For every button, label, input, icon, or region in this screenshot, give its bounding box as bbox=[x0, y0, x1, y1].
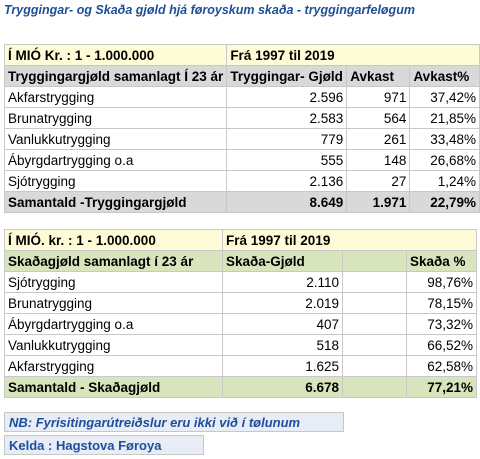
header-category[interactable]: Tryggingargjøld samanlagt Í 23 ár bbox=[5, 66, 227, 87]
claims-pct-cell[interactable]: 73,32% bbox=[407, 314, 477, 335]
table-row bbox=[5, 356, 477, 377]
source-note[interactable]: Kelda : Hagstova Føroya bbox=[4, 435, 204, 455]
category-cell[interactable]: Brunatrygging bbox=[5, 108, 227, 129]
period-cell[interactable]: Frá 1997 til 2019 bbox=[227, 45, 480, 66]
header-premiums[interactable]: Tryggingar- Gjøld bbox=[227, 66, 347, 87]
claims-pct-cell[interactable]: 66,52% bbox=[407, 335, 477, 356]
claims-cell[interactable]: 518 bbox=[223, 335, 343, 356]
total-return-pct[interactable]: 22,79% bbox=[410, 192, 480, 213]
table-row bbox=[5, 293, 477, 314]
header-empty[interactable] bbox=[343, 251, 407, 272]
return-cell[interactable]: 261 bbox=[347, 129, 410, 150]
empty-cell[interactable] bbox=[343, 314, 407, 335]
total-premium[interactable]: 8.649 bbox=[227, 192, 347, 213]
claims-pct-cell[interactable]: 78,15% bbox=[407, 293, 477, 314]
table-row bbox=[5, 314, 477, 335]
claims-cell[interactable]: 2.110 bbox=[223, 272, 343, 293]
table-row bbox=[5, 108, 480, 129]
total-row bbox=[5, 377, 477, 398]
unit-row bbox=[5, 230, 477, 251]
premium-cell[interactable]: 2.583 bbox=[227, 108, 347, 129]
admin-costs-note[interactable]: NB: Fyrisitingarútreiðslur eru ikki við í tølunum bbox=[4, 412, 344, 432]
table-row bbox=[5, 335, 477, 356]
header-return[interactable]: Avkast bbox=[347, 66, 410, 87]
total-empty[interactable] bbox=[343, 377, 407, 398]
empty-cell[interactable] bbox=[343, 272, 407, 293]
return-cell[interactable]: 27 bbox=[347, 171, 410, 192]
premium-cell[interactable]: 555 bbox=[227, 150, 347, 171]
claims-table bbox=[4, 229, 477, 398]
table-row bbox=[5, 171, 480, 192]
claims-cell[interactable]: 1.625 bbox=[223, 356, 343, 377]
return-cell[interactable]: 148 bbox=[347, 150, 410, 171]
return-pct-cell[interactable]: 33,48% bbox=[410, 129, 480, 150]
table-row bbox=[5, 87, 480, 108]
unit-cell[interactable]: Í MIÓ Kr. : 1 - 1.000.000 bbox=[5, 45, 227, 66]
return-pct-cell[interactable]: 21,85% bbox=[410, 108, 480, 129]
header-claims-pct[interactable]: Skaða % bbox=[407, 251, 477, 272]
category-cell[interactable]: Akfarstrygging bbox=[5, 356, 223, 377]
claims-pct-cell[interactable]: 98,76% bbox=[407, 272, 477, 293]
category-cell[interactable]: Ábyrgdartrygging o.a bbox=[5, 314, 223, 335]
table-row bbox=[5, 272, 477, 293]
return-cell[interactable]: 564 bbox=[347, 108, 410, 129]
return-pct-cell[interactable]: 26,68% bbox=[410, 150, 480, 171]
return-pct-cell[interactable]: 1,24% bbox=[410, 171, 480, 192]
premium-cell[interactable]: 2.136 bbox=[227, 171, 347, 192]
period-cell[interactable]: Frá 1997 til 2019 bbox=[223, 230, 477, 251]
total-row bbox=[5, 192, 480, 213]
header-row bbox=[5, 66, 480, 87]
category-cell[interactable]: Sjótrygging bbox=[5, 171, 227, 192]
return-pct-cell[interactable]: 37,42% bbox=[410, 87, 480, 108]
claims-pct-cell[interactable]: 62,58% bbox=[407, 356, 477, 377]
header-return-pct[interactable]: Avkast% bbox=[410, 66, 480, 87]
category-cell[interactable]: Sjótrygging bbox=[5, 272, 223, 293]
return-cell[interactable]: 971 bbox=[347, 87, 410, 108]
unit-row bbox=[5, 45, 480, 66]
header-category[interactable]: Skaðagjøld samanlagt í 23 ár bbox=[5, 251, 223, 272]
table-row bbox=[5, 129, 480, 150]
category-cell[interactable]: Ábyrgdartrygging o.a bbox=[5, 150, 227, 171]
total-label[interactable]: Samantald - Skaðagjøld bbox=[5, 377, 223, 398]
claims-cell[interactable]: 407 bbox=[223, 314, 343, 335]
unit-cell[interactable]: Í MIÓ. kr. : 1 - 1.000.000 bbox=[5, 230, 223, 251]
claims-cell[interactable]: 2.019 bbox=[223, 293, 343, 314]
empty-cell[interactable] bbox=[343, 293, 407, 314]
header-claims[interactable]: Skaða-Gjøld bbox=[223, 251, 343, 272]
total-claims-pct[interactable]: 77,21% bbox=[407, 377, 477, 398]
empty-cell[interactable] bbox=[343, 335, 407, 356]
total-label[interactable]: Samantald -Tryggingargjøld bbox=[5, 192, 227, 213]
category-cell[interactable]: Vanlukkutrygging bbox=[5, 129, 227, 150]
header-row bbox=[5, 251, 477, 272]
total-return[interactable]: 1.971 bbox=[347, 192, 410, 213]
empty-cell[interactable] bbox=[343, 356, 407, 377]
total-claims[interactable]: 6.678 bbox=[223, 377, 343, 398]
category-cell[interactable]: Vanlukkutrygging bbox=[5, 335, 223, 356]
sheet-title: Tryggingar- og Skaða gjøld hjá føroyskum skaða - tryggingarfeløgum bbox=[4, 3, 415, 17]
category-cell[interactable]: Akfarstrygging bbox=[5, 87, 227, 108]
premium-cell[interactable]: 779 bbox=[227, 129, 347, 150]
category-cell[interactable]: Brunatrygging bbox=[5, 293, 223, 314]
premiums-table bbox=[4, 44, 480, 213]
table-row bbox=[5, 150, 480, 171]
premium-cell[interactable]: 2.596 bbox=[227, 87, 347, 108]
